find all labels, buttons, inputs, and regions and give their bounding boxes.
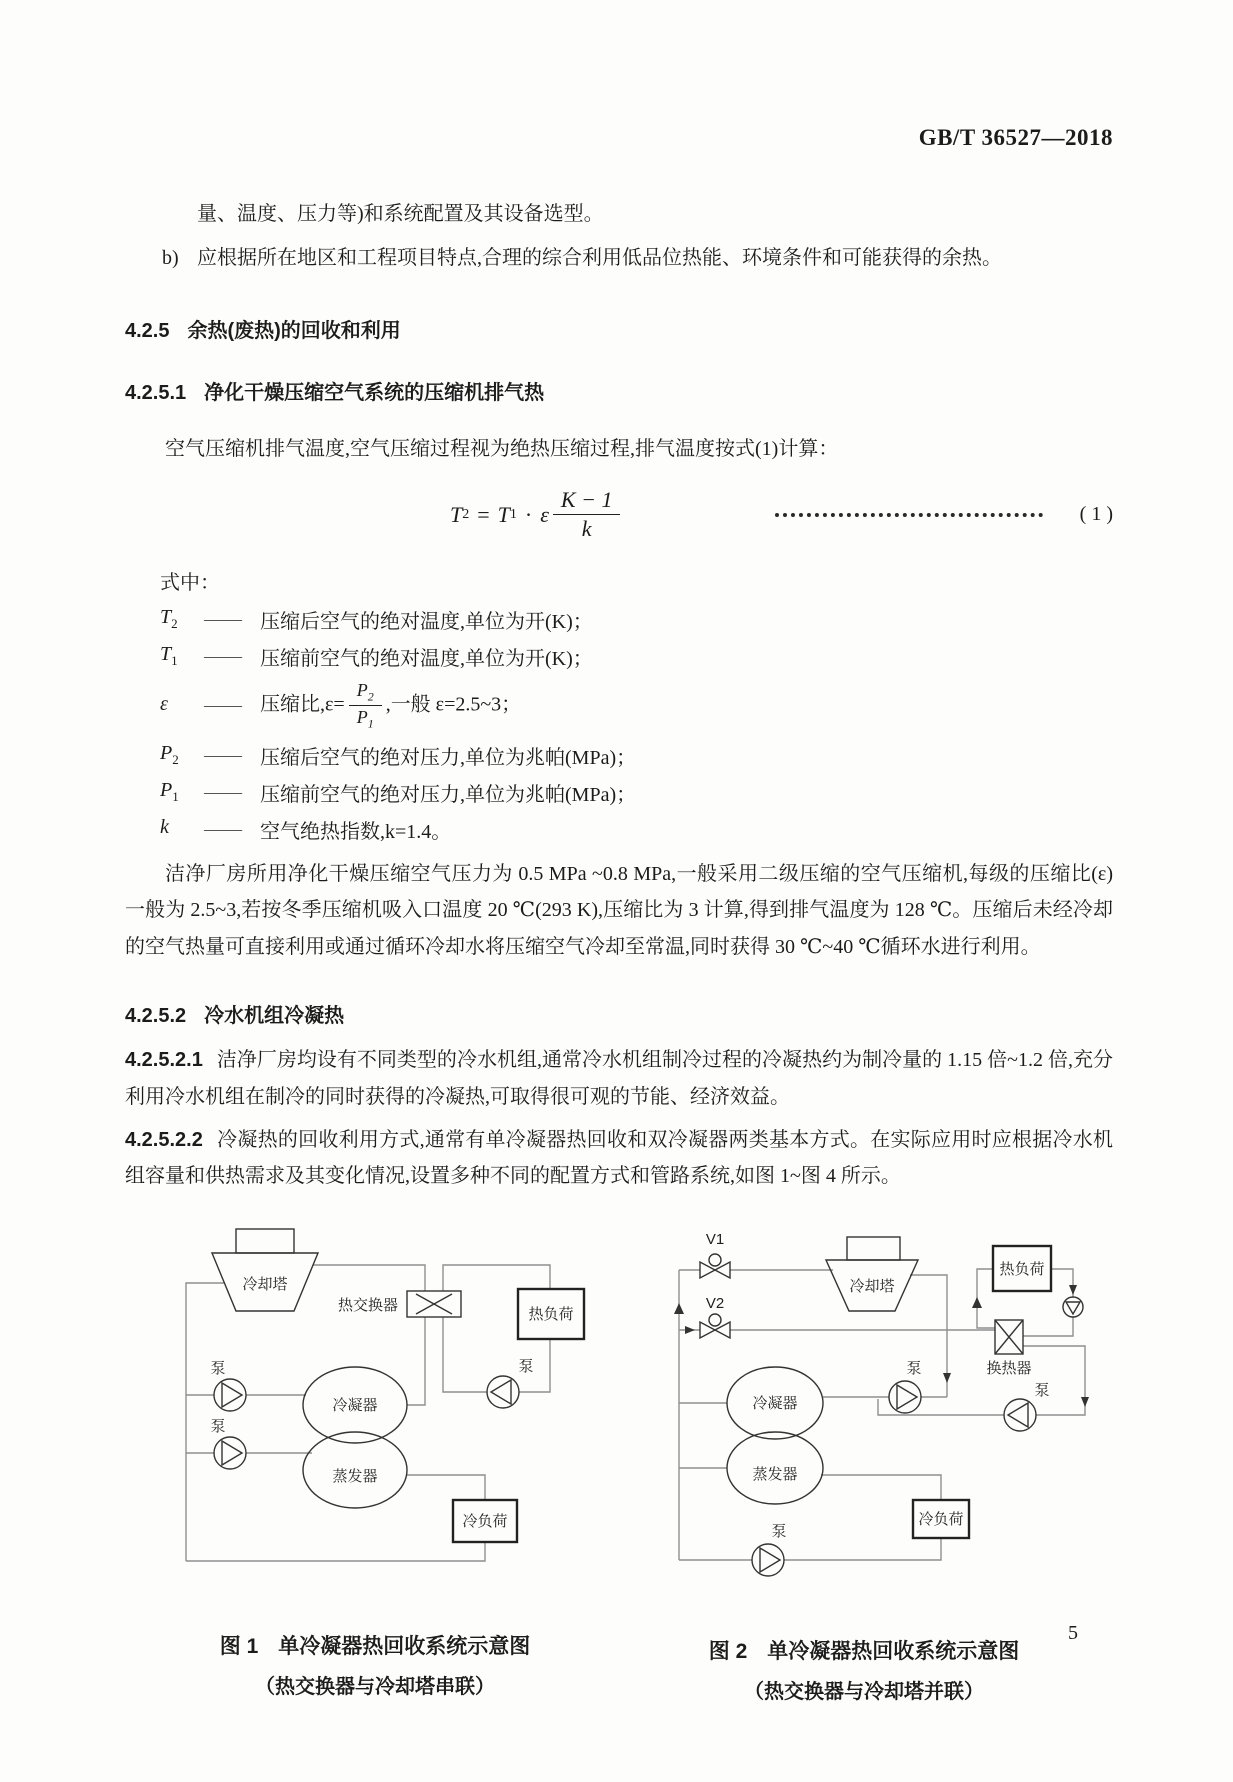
- definition-row: [160, 737, 1113, 774]
- fig2-valve-v2-label: V2: [705, 1294, 725, 1312]
- section-heading-4-2-5: [125, 314, 1113, 343]
- symbol-definitions: [160, 601, 1113, 848]
- standard-code-header: GB/T 36527—2018: [918, 125, 1113, 150]
- section-title: 余热(废热)的回收和利用: [187, 320, 401, 342]
- eq-t1-sub: 1: [509, 506, 517, 522]
- fig2-small-pump-icon: [1063, 1297, 1083, 1317]
- page-number: 5: [1068, 1622, 1078, 1644]
- fig1-heat-load-label: 热负荷: [528, 1305, 574, 1323]
- figure-2-caption: [709, 1635, 1020, 1665]
- definition-text: 压缩比,ε= $\frac{P_2}{P_1}$ ,一般 ε=2.5~3；: [260, 679, 522, 731]
- pressure-ratio-fraction: $\frac{P_2}{P_1}$: [349, 680, 382, 732]
- section-number: 4.2.5: [125, 320, 170, 342]
- section-number: 4.2.5.2: [125, 1005, 187, 1028]
- fig1-pump-3-icon: [487, 1376, 519, 1408]
- figure-2: [615, 1213, 1113, 1704]
- dash: ——: [204, 817, 240, 840]
- formula-intro-paragraph: 空气压缩机排气温度,空气压缩过程视为绝热压缩过程,排气温度按式(1)计算：: [165, 438, 839, 460]
- equation-expression: [450, 487, 624, 542]
- clause-number: 4.2.5.2.1: [125, 1049, 203, 1072]
- equation-1: [125, 478, 1113, 552]
- definition-row: [160, 675, 1113, 737]
- clause-text: 冷凝热的回收利用方式,通常有单冷凝器热回收和双冷凝器两类基本方式。在实际应用时应根据冷水机组容量和供热需求及其变化情况,设置多种不同的配置方式和管路系统,如图 1~图 4 所示。: [125, 1128, 1113, 1188]
- symbol: $T_1$: [160, 643, 178, 669]
- list-item-b-label: b): [162, 247, 179, 269]
- figure-2-title: 单冷凝器热回收系统示意图: [767, 1639, 1020, 1663]
- fig2-pump-middle-label: 泵: [906, 1359, 922, 1377]
- eq-t2-sub: 2: [462, 506, 470, 522]
- symbol: k: [160, 816, 169, 839]
- paragraph-4-2-5-2-1: [125, 1042, 1113, 1115]
- symbol: $T_2$: [160, 606, 178, 632]
- fig1-pump-1-icon: [214, 1379, 246, 1411]
- equation-dotted-leader: [775, 513, 1043, 517]
- dash: ——: [204, 694, 240, 717]
- clause-number: 4.2.5.2.2: [125, 1128, 203, 1151]
- fig1-condenser-label: 冷凝器: [332, 1396, 378, 1414]
- definition-row: [160, 774, 1113, 811]
- content-area: [125, 125, 1113, 1704]
- fig1-cooling-tower: [212, 1229, 318, 1311]
- list-item-b: [125, 243, 1113, 274]
- fig2-valve-v1-label: V1: [705, 1230, 725, 1248]
- fig1-pump-2-icon: [214, 1437, 246, 1469]
- figure-1-subcaption: （热交换器与冷却塔串联）: [255, 1675, 495, 1698]
- fig1-cooling-tower-label: 冷却塔: [242, 1275, 288, 1293]
- eq-middot: ·: [524, 501, 533, 527]
- fig1-evaporator-label: 蒸发器: [332, 1467, 378, 1485]
- intro-block: [125, 199, 1113, 274]
- paragraph-compressed-air: 洁净厂房所用净化干燥压缩空气压力为 0.5 MPa ~0.8 MPa,一般采用二级压缩的空气压缩机,每级的压缩比(ε)一般为 2.5~3,若按冬季压缩机吸入口温度 20 ℃(293 K),压缩比为 3 计算,得到排气温度为 128 ℃。压缩后未经冷却的空气热量可直接利用或通过循环冷却水将压缩空气冷却至常温,同时获得 30 ℃~40 ℃循环水进行利用。: [125, 862, 1113, 958]
- fig2-pump-bottom-label: 泵: [771, 1522, 787, 1540]
- definition-row: [160, 811, 1113, 848]
- paragraph-4-2-5-2-2: [125, 1122, 1113, 1195]
- list-item-b-text: 应根据所在地区和工程项目特点,合理的综合利用低品位热能、环境条件和可能获得的余热。: [197, 247, 1002, 269]
- equation-number: ( 1 ): [1079, 503, 1113, 526]
- section-title: 冷水机组冷凝热: [204, 1005, 345, 1028]
- eq-equals: =: [477, 501, 490, 527]
- figure-1: [135, 1213, 615, 1704]
- fig2-pump-right-icon: [1004, 1399, 1036, 1431]
- intro-continuation-line: 量、温度、压力等)和系统配置及其设备选型。: [197, 203, 604, 225]
- figure-2-subcaption: （热交换器与冷却塔并联）: [744, 1680, 984, 1703]
- fig2-heat-exchanger-icon: [995, 1320, 1023, 1354]
- fig2-pump-right-label: 泵: [1034, 1381, 1050, 1399]
- dash: ——: [204, 780, 240, 803]
- section-heading-4-2-5-2: [125, 999, 1113, 1028]
- definition-text: 压缩前空气的绝对压力,单位为兆帕(MPa)；: [260, 783, 637, 806]
- fig2-heat-exchanger-label: 换热器: [986, 1359, 1032, 1377]
- dash: ——: [204, 644, 240, 667]
- definition-text: 压缩后空气的绝对压力,单位为兆帕(MPa)；: [260, 746, 637, 769]
- definition-row: [160, 638, 1113, 675]
- symbol: $P_1$: [160, 779, 179, 805]
- definition-text: 压缩前空气的绝对温度,单位为开(K)；: [260, 647, 593, 670]
- fig1-pump-1-label: 泵: [210, 1359, 226, 1377]
- fig1-pump-2-label: 泵: [210, 1417, 226, 1435]
- symbol: $P_2$: [160, 742, 179, 768]
- fig2-condenser-label: 冷凝器: [752, 1394, 798, 1412]
- clause-text: 洁净厂房均设有不同类型的冷水机组,通常冷水机组制冷过程的冷凝热约为制冷量的 1.15 倍~1.2 倍,充分利用冷水机组在制冷的同时获得的冷凝热,可取得很可观的节能、经济效益。: [125, 1049, 1113, 1108]
- definition-row: [160, 601, 1113, 638]
- figure-1-caption: [220, 1630, 531, 1660]
- eq-t2: T: [450, 501, 463, 527]
- dash: ——: [204, 607, 240, 630]
- where-label: 式中：: [160, 571, 220, 594]
- fig2-pump-bottom-icon: [752, 1544, 784, 1576]
- figures-row: [125, 1213, 1113, 1704]
- fig2-heat-load-label: 热负荷: [999, 1260, 1045, 1278]
- eq-t1: T: [497, 501, 510, 527]
- definition-text: 空气绝热指数,k=1.4。: [260, 820, 452, 843]
- section-number: 4.2.5.1: [125, 382, 187, 404]
- fig2-cooling-tower-label: 冷却塔: [849, 1277, 895, 1295]
- fig2-piping: [679, 1269, 1085, 1560]
- fig2-valve-v1-icon: [700, 1254, 730, 1278]
- fig1-pump-3-label: 泵: [518, 1357, 534, 1375]
- eq-exponent-fraction: [553, 487, 621, 542]
- figure-2-number: 图 2: [708, 1639, 748, 1663]
- section-heading-4-2-5-1: [125, 376, 1113, 405]
- definition-text: 压缩后空气的绝对温度,单位为开(K)；: [260, 610, 593, 633]
- fig2-evaporator-label: 蒸发器: [752, 1465, 798, 1483]
- eq-epsilon: ε: [540, 501, 549, 527]
- figure-1-number: 图 1: [219, 1634, 259, 1658]
- eq-frac-denominator: k: [581, 516, 592, 542]
- fig1-cold-load-label: 冷负荷: [462, 1512, 508, 1530]
- figure-1-title: 单冷凝器热回收系统示意图: [278, 1634, 531, 1658]
- dash: ——: [204, 743, 240, 766]
- fig2-valve-v2-icon: [700, 1314, 730, 1338]
- fig1-heat-exchanger-icon: [407, 1291, 461, 1317]
- eq-frac-numerator: K − 1: [553, 487, 621, 515]
- figure-1-diagram: [140, 1213, 610, 1608]
- fig2-cold-load-label: 冷负荷: [918, 1510, 964, 1528]
- figure-2-diagram: [615, 1213, 1113, 1613]
- section-title: 净化干燥压缩空气系统的压缩机排气热: [204, 382, 545, 404]
- fig2-cooling-tower: [826, 1237, 918, 1311]
- fig2-pump-middle-icon: [889, 1381, 921, 1413]
- symbol: ε: [160, 692, 168, 715]
- fig1-heat-exchanger-label: 热交换器: [337, 1296, 398, 1314]
